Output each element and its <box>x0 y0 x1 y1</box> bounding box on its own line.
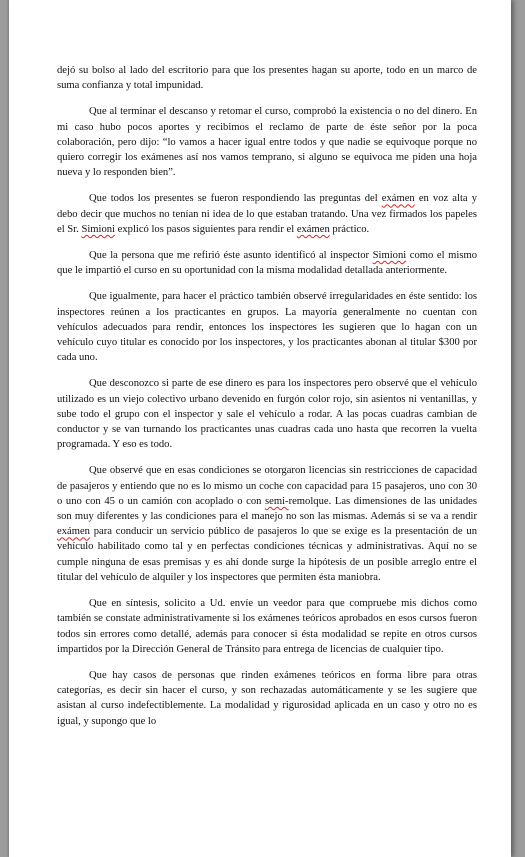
paragraph <box>57 191 477 237</box>
paragraph-text: Que todos los presentes se fueron respondiendo las preguntas del <box>89 193 382 205</box>
paragraph-text: Que igualmente, para hacer el práctico también observé irregularidades en éste sentido: los inspectores reúnen a los practicantes en grupos. La mayoría generalmente no cuentan con vehículos adecuados para rendir, entonces los inspectores les sugieren que lo hagan con un vehículo cuyo titular es conocido por los inspectores, y los practicantes abonan al titular $300 por cada uno. <box>57 291 477 364</box>
paragraph-text: explicó los pasos siguientes para rendir el <box>115 223 297 235</box>
paragraph <box>57 668 477 729</box>
paragraph-text: dejó su bolso al lado del escritorio para que los presentes hagan su aporte, todo en un marco de suma confianza y total impunidad. <box>57 65 477 92</box>
spellcheck-flagged-word: exámen <box>381 193 415 205</box>
paragraph <box>57 596 477 657</box>
paragraph-text: práctico. <box>329 223 370 235</box>
spellcheck-flagged-word: exámen <box>296 223 330 235</box>
paragraph-text: Que hay casos de personas que rinden exámenes teóricos en forma libre para otras categorías, es decir sin hacer el curso, y son rechazadas automáticamente y se les sugiere que asistan al curso indefectiblemente. La modalidad y rigurosidad aplicada en un caso y otro no es igual, y supongo que lo <box>57 669 477 727</box>
paragraph-text: como el mismo que le impartió el curso en su oportunidad con la misma modalidad detallada anteriormente. <box>57 250 477 277</box>
spellcheck-flagged-word: Simioni <box>372 250 407 262</box>
paragraph-text: Que desconozco si parte de ese dinero es para los inspectores pero observé que el vehículo utilizado es un viejo colectivo urbano devenido en furgón color rojo, sin asientos ni ventanillas, y sube todo el grupo con el inspector y sale el vehículo a rodar. A las pocas cuadras cambian de conductor y se van turnando los practicantes unas cuadras cada uno hasta que recorren la vuelta programada. Y eso es todo. <box>57 378 477 451</box>
paragraph-text: en voz alta y debo decir que muchos no tenían ni idea de lo que estaban tratando. Una vez firmados los papeles el Sr. <box>57 193 477 235</box>
paragraph-text: Que en síntesis, solicito a Ud. envíe un veedor para que compruebe mis dichos como también se constate administrativamente si los exámenes teóricos aprobados en esos cursos fueron todos sin errores como detallé, además para conocer si ésta modalidad se repite en otros cursos impartidos por la Dirección General de Tránsito para entrega de licencias de cualquier tipo. <box>57 598 477 655</box>
paragraph-text: Que al terminar el descanso y retomar el curso, comprobó la existencia o no del dinero. En mi caso hubo pocos aportes y recibimos el reclamo de parte de éste señor por la poca colaboración, pero dijo: “lo vamos a hacer igual entre todos y que nadie se equivoque porque no quiero corregir los exámenes así nos vamos temprano, si alguno se equivoca me piden una hoja nueva y lo responden bien”. <box>57 106 477 179</box>
paragraph-text: Que la persona que me refirió éste asunto identificó al inspector <box>89 250 373 262</box>
spellcheck-flagged-word: Simioni <box>81 223 115 235</box>
paragraph-text: Que observé que en esas condiciones se otorgaron licencias sin restricciones de capacidad de pasajeros y entiendo que no es lo mismo un coche con capacidad para 15 pasajeros, uno con 30 o uno con 45 o un camión con acoplado o con <box>57 465 477 507</box>
paragraph <box>57 104 477 180</box>
paragraph-text: para conducir un servicio público de pasajeros lo que se exige es la presentación de un vehículo habilitado como tal y en perfectas condiciones técnicas y administrativas. Aquí no se cumple ninguna de esas premisas y es ahí donde surge la hipótesis de un posible arreglo entre el titular del vehículo de alquiler y los inspectores que permiten ésta maniobra. <box>57 526 477 583</box>
paragraph <box>57 63 477 93</box>
paragraph-text: remolque. Las dimensiones de las unidades son muy diferentes y las condiciones para el manejo no son las mismas. Además si se va a rendir <box>57 495 477 523</box>
spellcheck-flagged-word: exámen <box>57 526 90 538</box>
document-page <box>9 0 511 857</box>
paragraph <box>57 376 477 452</box>
paragraph <box>57 248 477 278</box>
paragraph <box>57 463 477 585</box>
document-body <box>57 63 477 740</box>
paragraph <box>57 289 477 365</box>
spellcheck-flagged-word: semi- <box>265 495 289 507</box>
